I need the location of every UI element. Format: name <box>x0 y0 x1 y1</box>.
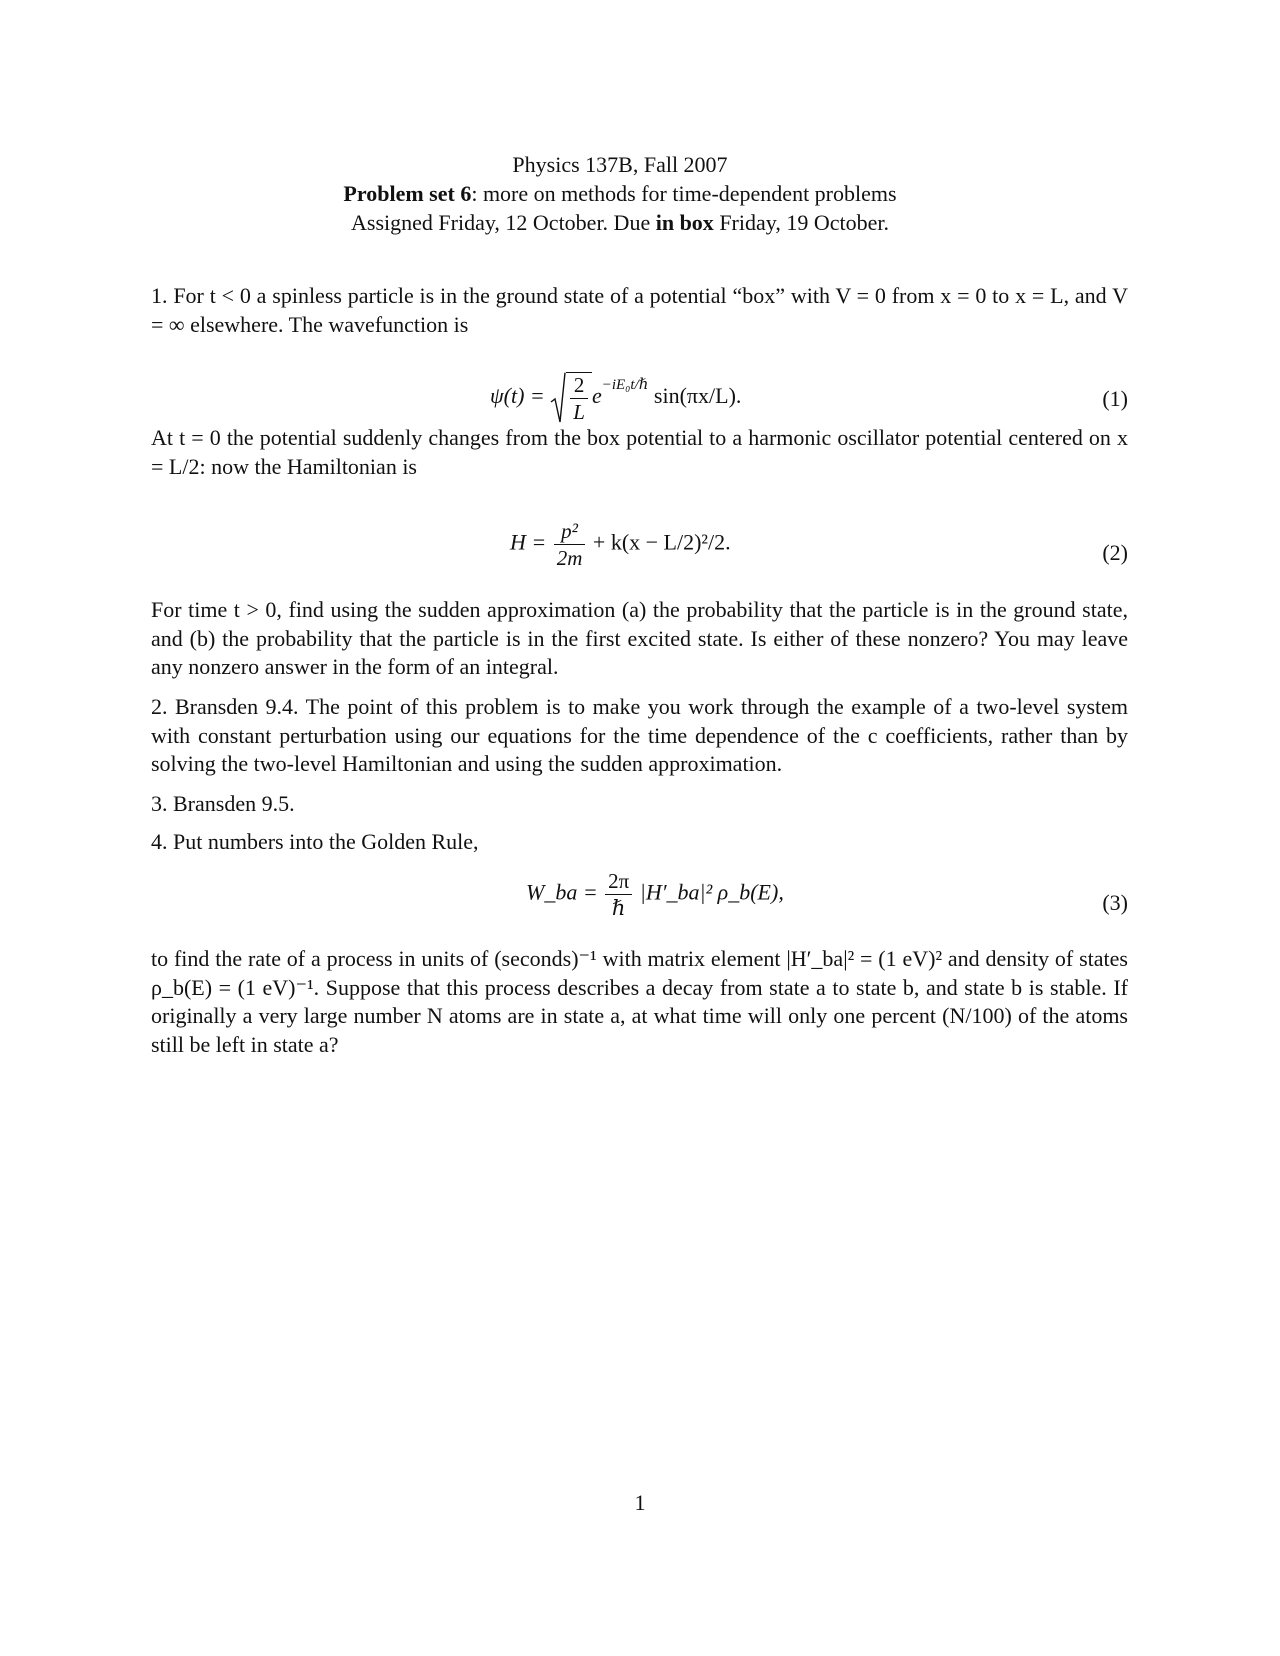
eq3-numerator: 2π <box>608 869 630 893</box>
assigned-date: Assigned Friday, 12 October. Due <box>351 210 656 235</box>
problem-1-transition: At t = 0 the potential suddenly changes from the box potential to a harmonic oscillator potential centered on x = L/2: now the Hamiltonian is <box>151 425 1128 479</box>
eq1-rest: sin(πx/L). <box>653 383 742 409</box>
problem-set-label: Problem set 6 <box>343 181 472 206</box>
due-location: in box <box>655 210 714 235</box>
eq1-exponent: −iE₀t/ℏ <box>601 376 649 393</box>
problem-1-intro: 1. For t < 0 a spinless particle is in the ground state of a potential “box” with V = 0 from x = 0 to x = L, and V = ∞ elsewhere. The wavefunction is <box>151 283 1128 337</box>
eq1-numerator: 2 <box>573 373 585 397</box>
eq3-rest: |H′_ba|² ρ_b(E), <box>639 879 784 905</box>
problem-set-topic: : more on methods for time-dependent problems <box>471 181 897 206</box>
assignment-dates <box>0 208 1280 237</box>
equation-2-label: (2) <box>1102 540 1128 565</box>
problem-3: 3. Bransden 9.5. <box>151 791 295 816</box>
eq2-rest: + k(x − L/2)²/2. <box>592 529 731 555</box>
equation-1-label: (1) <box>1102 386 1128 411</box>
equation-2 <box>510 520 731 569</box>
equation-1 <box>490 372 741 424</box>
problem-4-question: to find the rate of a process in units of (seconds)⁻¹ with matrix element |H′_ba|² = (1 eV)² and density of states ρ_b(E) = (1 eV)⁻¹. Suppose that this process describes a decay from state a to state b, and state b is stable. If originally a very large number N atoms are in state a, at what time will only one percent (N/100) of the atoms still be left in state a? <box>151 946 1128 1057</box>
header <box>0 150 1280 237</box>
eq2-denominator: 2m <box>554 544 586 569</box>
eq1-exp-base: e <box>591 383 602 409</box>
eq2-numerator: p² <box>561 519 578 543</box>
radical-sign-icon <box>550 372 566 424</box>
eq1-denominator: L <box>570 398 588 423</box>
problem-4-intro: 4. Put numbers into the Golden Rule, <box>151 829 479 854</box>
page-number: 1 <box>634 1490 646 1515</box>
eq1-lhs: ψ(t) = <box>490 383 545 409</box>
eq1-sqrt <box>550 372 592 424</box>
eq2-lhs: H = <box>510 529 547 555</box>
problem-1-question: For time t > 0, find using the sudden approximation (a) the probability that the particle is in the ground state, and (b) the probability that the particle is in the first excited state. Is either of these nonzero? You may leave any nonzero answer in the form of an integral. <box>151 597 1128 679</box>
eq3-lhs: W_ba = <box>526 879 598 905</box>
problem-set-title <box>0 179 1280 208</box>
eq3-denominator: ℏ <box>605 894 632 919</box>
problem-2: 2. Bransden 9.4. The point of this problem is to make you work through the example of a two-level system with constant perturbation using our equations for the time dependence of the c coefficients, rather than by solving the two-level Hamiltonian and using the sudden approximation. <box>151 694 1128 776</box>
due-date: Friday, 19 October. <box>713 210 889 235</box>
course-title: Physics 137B, Fall 2007 <box>512 152 728 177</box>
equation-3 <box>526 870 784 919</box>
equation-3-label: (3) <box>1102 890 1128 915</box>
